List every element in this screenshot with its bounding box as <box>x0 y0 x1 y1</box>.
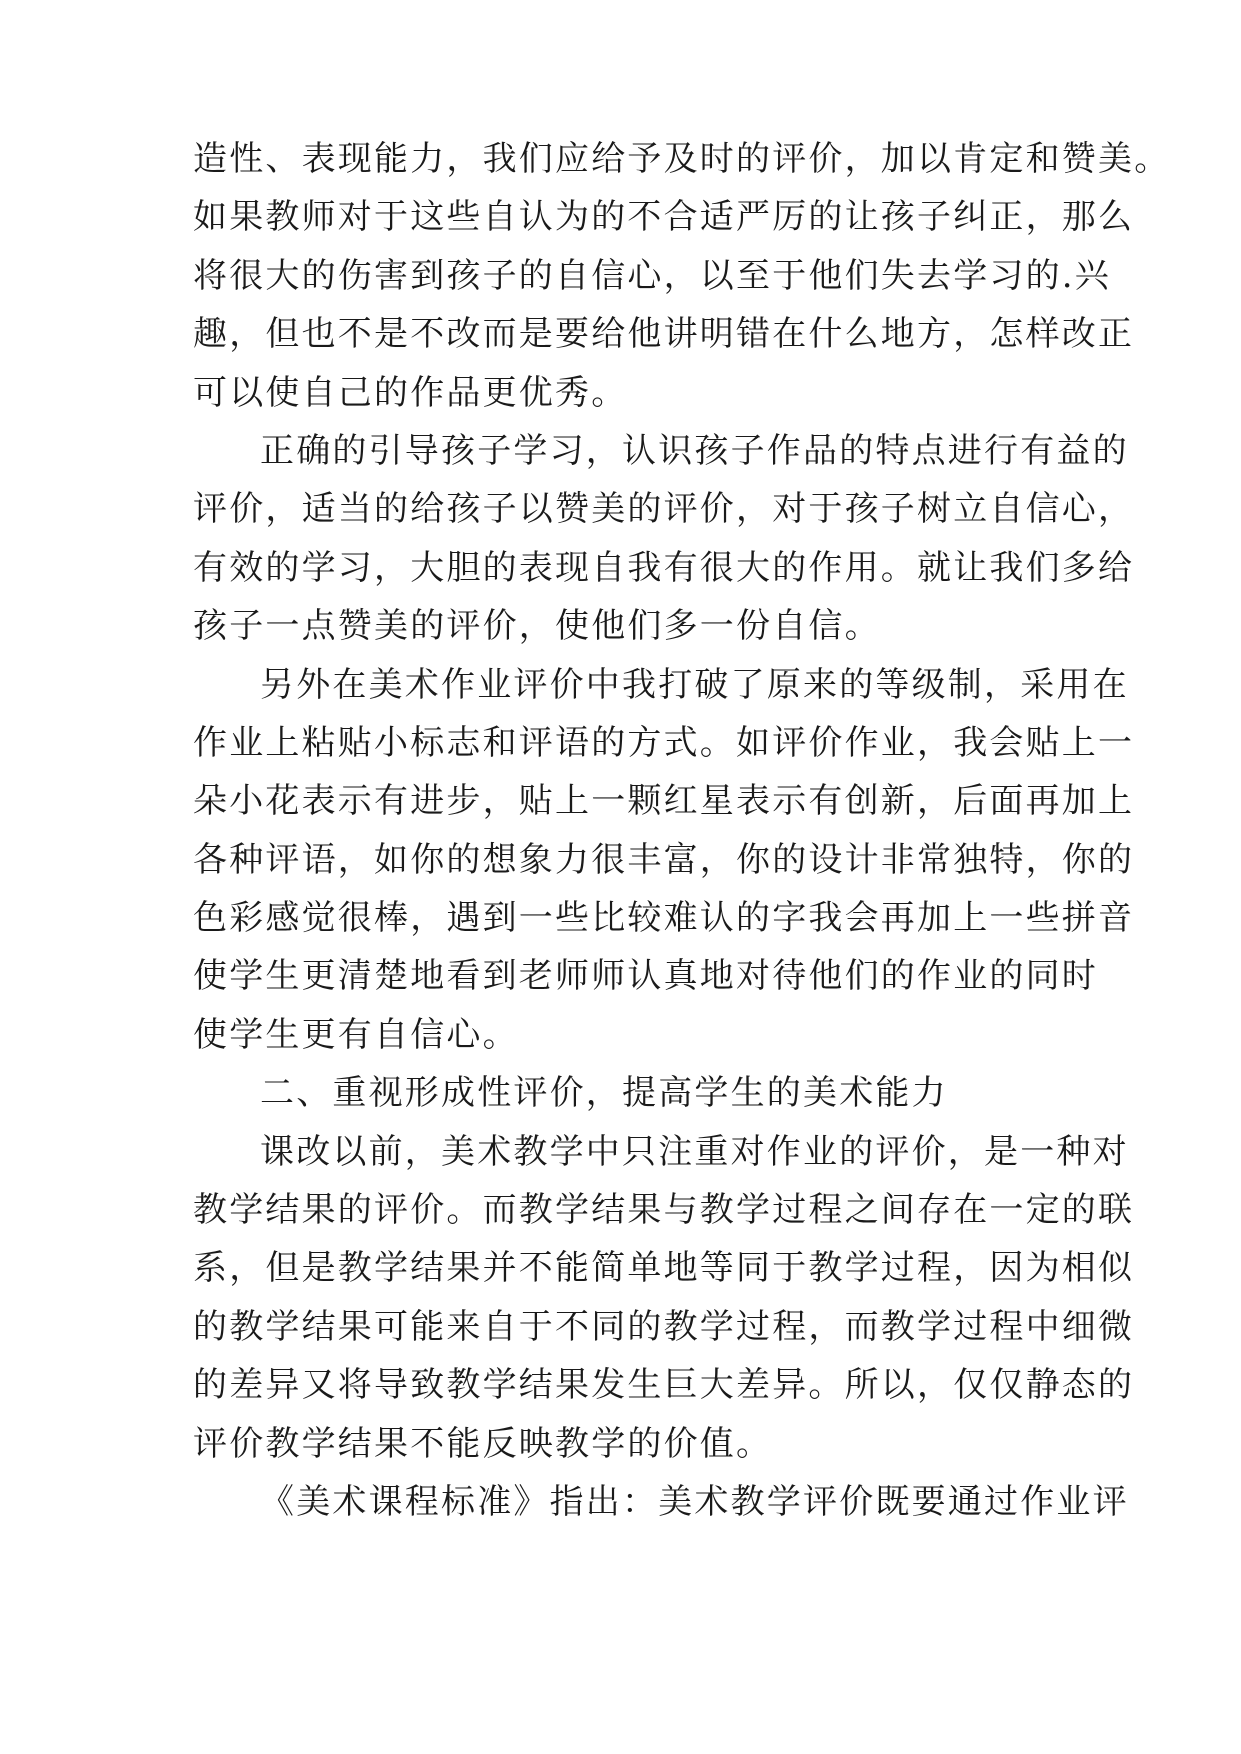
text-line: 评价教学结果不能反映教学的价值。 <box>193 1423 773 1464</box>
text-line: 系，但是教学结果并不能简单地等同于教学过程，因为相似 <box>193 1248 1135 1289</box>
text-line: 使学生更清楚地看到老师师认真地对待他们的作业的同时 <box>193 956 1098 997</box>
text-line: 的差异又将导致教学结果发生巨大差异。所以，仅仅静态的 <box>193 1365 1135 1406</box>
text-line: 将很大的伤害到孩子的自信心，以至于他们失去学习的.兴 <box>193 255 1112 296</box>
text-line: 教学结果的评价。而教学结果与教学过程之间存在一定的联 <box>193 1190 1135 1231</box>
text-line: 孩子一点赞美的评价，使他们多一份自信。 <box>193 606 881 647</box>
paragraph-start-line: 正确的引导孩子学习，认识孩子作品的特点进行有益的 <box>260 430 1129 471</box>
paragraph-start-line: 另外在美术作业评价中我打破了原来的等级制，采用在 <box>260 664 1129 705</box>
text-line: 的教学结果可能来自于不同的教学过程，而教学过程中细微 <box>193 1306 1135 1347</box>
text-line: 使学生更有自信心。 <box>193 1014 519 1055</box>
text-line: 各种评语，如你的想象力很丰富，你的设计非常独特，你的 <box>193 839 1135 880</box>
body-text <box>193 130 1171 1531</box>
text-line: 造性、表现能力，我们应给予及时的评价，加以肯定和赞美。 <box>193 139 1171 179</box>
text-line: 朵小花表示有进步，贴上一颗红星表示有创新，后面再加上 <box>193 781 1135 822</box>
text-line: 如果教师对于这些自认为的不合适严厉的让孩子纠正，那么 <box>193 197 1135 238</box>
section-heading: 二、重视形成性评价，提高学生的美术能力 <box>260 1073 948 1114</box>
text-line: 作业上粘贴小标志和评语的方式。如评价作业，我会贴上一 <box>193 722 1135 763</box>
text-line: 有效的学习，大胆的表现自我有很大的作用。就让我们多给 <box>193 547 1135 588</box>
text-line: 可以使自己的作品更优秀。 <box>193 372 628 413</box>
text-line: 评价，适当的给孩子以赞美的评价，对于孩子树立自信心， <box>193 489 1135 530</box>
text-line: 趣，但也不是不改而是要给他讲明错在什么地方，怎样改正 <box>193 314 1135 355</box>
text-line: 色彩感觉很棒，遇到一些比较难认的字我会再加上一些拼音 <box>193 898 1135 939</box>
paragraph-start-line: 课改以前，美术教学中只注重对作业的评价，是一种对 <box>260 1131 1129 1172</box>
paragraph-start-line: 《美术课程标准》指出：美术教学评价既要通过作业评 <box>260 1481 1129 1522</box>
